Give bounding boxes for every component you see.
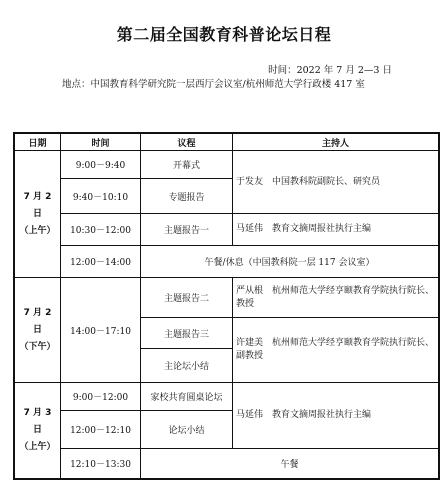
- page-title: 第二届全国教育科普论坛日程: [116, 25, 332, 44]
- table-row: [15, 151, 439, 179]
- topic-cell: 专题报告: [141, 179, 233, 214]
- time-cell: 14:00－17:10: [61, 278, 141, 383]
- date-label: 7 月 2 日: [23, 191, 52, 219]
- period-label: （上午）: [19, 225, 56, 236]
- lunch-cell: 午餐/休息（中国教科院一层 117 会议室）: [141, 246, 439, 278]
- header-topic: 议程: [141, 134, 233, 151]
- date-label: 7 月 3 日: [23, 408, 52, 435]
- lunch-cell: 午餐: [141, 449, 439, 479]
- table-row: [15, 449, 439, 479]
- time-cell: 12:00－14:00: [61, 246, 141, 278]
- topic-cell: 主题报告一: [141, 214, 233, 246]
- time-cell: 9:00－9:40: [61, 151, 141, 179]
- topic-cell: 主论坛小结: [141, 349, 233, 383]
- table-header-row: [15, 134, 439, 151]
- table-row: [15, 278, 439, 318]
- table-row: [15, 383, 439, 411]
- period-label: （上午）: [19, 442, 56, 452]
- schedule-table: [14, 133, 439, 479]
- topic-cell: 论坛小结: [141, 411, 233, 449]
- topic-cell: 开幕式: [141, 151, 233, 179]
- event-location: 地点：中国教育科学研究院一层西厅会议室/杭州师范大学行政楼 417 室: [62, 79, 365, 90]
- time-cell: 12:00－12:10: [61, 411, 141, 449]
- host-cell: 马延伟 教育文摘周报社执行主编: [233, 214, 439, 246]
- header-time: 时间: [61, 134, 141, 151]
- period-label: （下午）: [19, 341, 56, 352]
- time-cell: 12:10－13:30: [61, 449, 141, 479]
- time-cell: 10:30－12:00: [61, 214, 141, 246]
- time-cell: 9:00－12:00: [61, 383, 141, 411]
- event-time: 时间：2022 年 7 月 2—3 日: [268, 65, 392, 76]
- time-cell: 9:40－10:10: [61, 179, 141, 214]
- topic-cell: 主题报告二: [141, 278, 233, 318]
- date-cell: [15, 383, 61, 479]
- date-cell: [15, 278, 61, 383]
- header-host: 主持人: [233, 134, 439, 151]
- topic-cell: 主题报告三: [141, 318, 233, 349]
- topic-cell: 家校共育圆桌论坛: [141, 383, 233, 411]
- table-row: [15, 246, 439, 278]
- host-cell: 严从根 杭州师范大学经亨颐教育学院执行院长、教授: [233, 278, 439, 318]
- host-cell: 马延伟 教育文摘周报社执行主编: [233, 383, 439, 449]
- host-cell: 于发友 中国教科院副院长、研究员: [233, 151, 439, 214]
- date-cell: [15, 151, 61, 278]
- table-row: [15, 214, 439, 246]
- host-cell: 许建美 杭州师范大学经亨颐教育学院执行院长、副教授: [233, 318, 439, 383]
- date-label: 7 月 2 日: [23, 307, 52, 335]
- header-date: 日期: [15, 134, 61, 151]
